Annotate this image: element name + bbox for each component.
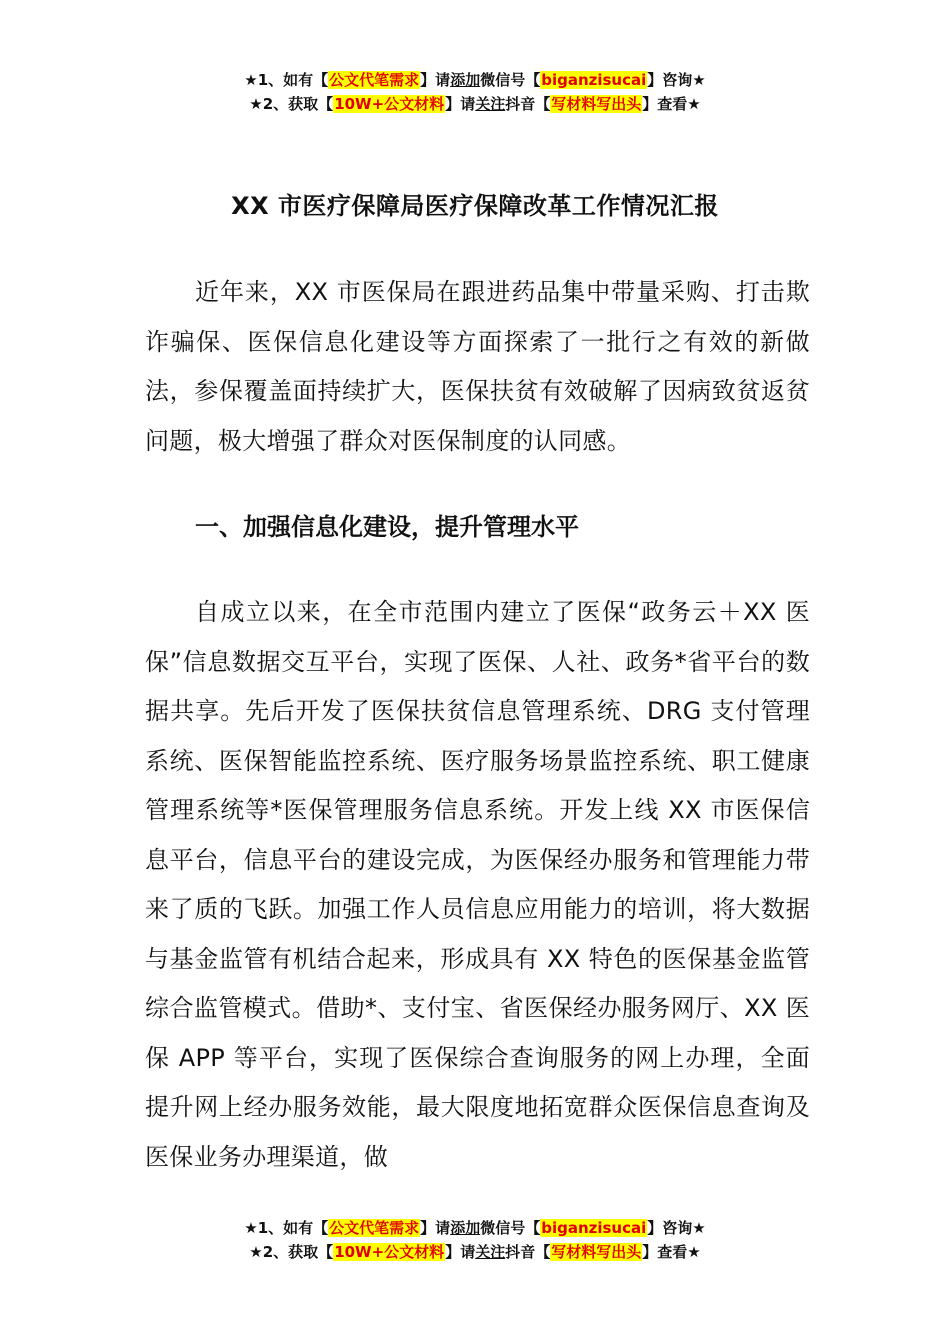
banner-text: 】咨询★ [647, 71, 706, 89]
highlight-wechat-id: biganzisucai [541, 71, 647, 89]
highlight-materials: 10W+公文材料 [334, 95, 445, 113]
intro-paragraph: 近年来，XX 市医保局在跟进药品集中带量采购、打击欺诈骗保、医保信息化建设等方面探索了一批行之有效的新做法，参保覆盖面持续扩大，医保扶贫有效破解了因病致贫返贫问题，极大增强了群众对医保制度的认同感。 [145, 278, 810, 455]
banner-underline-text: 关注 [475, 1243, 506, 1261]
document-title: XX 市医疗保障局医疗保障改革工作情况汇报 [231, 192, 719, 220]
section-body-paragraph: 自成立以来，在全市范围内建立了医保“政务云＋XX 医保”信息数据交互平台，实现了医保、人社、政务*省平台的数据共享。先后开发了医保扶贫信息管理系统、DRG 支付管理系统、医保智能监控系统、医疗服务场景监控系统、职工健康管理系统等*医保管理服务信息系统。开发上线 XX 市医保信息平台，信息平台的建设完成，为医保经办服务和管理能力带来了质的飞跃。加强工作人员信息应用能力的培训，将大数据与基金监管有机结合起来，形成具有 XX 特色的医保基金监管综合监管模式。借助*、支付宝、省医保经办服务网厅、XX 医保 APP 等平台，实现了医保综合查询服务的网上办理，全面提升网上经办服务效能，最大限度地拓宽群众医保信息查询及医保业务办理渠道，做 [145, 598, 810, 1171]
highlight-douyin-account: 写材料写出头 [551, 1243, 642, 1261]
banner-text: ★2、获取【 [249, 95, 334, 113]
header-banner [0, 68, 950, 116]
banner-line-2 [0, 92, 950, 116]
highlight-douyin-account: 写材料写出头 [551, 95, 642, 113]
banner-text: 微信号【 [480, 1219, 541, 1237]
banner-text: 抖音【 [505, 95, 551, 113]
banner-text: 】查看★ [642, 95, 701, 113]
banner-text: 】咨询★ [647, 1219, 706, 1237]
banner-text: 】请 [445, 1243, 476, 1261]
banner-underline-text: 添加 [450, 1219, 481, 1237]
highlight-wechat-id: biganzisucai [541, 1219, 647, 1237]
highlight-materials: 10W+公文材料 [334, 1243, 445, 1261]
section-heading: 一、加强信息化建设，提升管理水平 [195, 513, 579, 541]
banner-line-1 [0, 68, 950, 92]
banner-underline-text: 关注 [475, 95, 506, 113]
banner-line-2 [0, 1240, 950, 1264]
highlight-service: 公文代笔需求 [329, 1219, 420, 1237]
banner-text: 抖音【 [505, 1243, 551, 1261]
banner-text: ★1、如有【 [244, 1219, 329, 1237]
banner-text: 】请 [420, 71, 451, 89]
banner-text: 微信号【 [480, 71, 541, 89]
banner-text: 】查看★ [642, 1243, 701, 1261]
highlight-service: 公文代笔需求 [329, 71, 420, 89]
banner-underline-text: 添加 [450, 71, 481, 89]
banner-text: ★1、如有【 [244, 71, 329, 89]
banner-text: 】请 [445, 95, 476, 113]
footer-banner [0, 1216, 950, 1264]
banner-line-1 [0, 1216, 950, 1240]
banner-text: 】请 [420, 1219, 451, 1237]
banner-text: ★2、获取【 [249, 1243, 334, 1261]
